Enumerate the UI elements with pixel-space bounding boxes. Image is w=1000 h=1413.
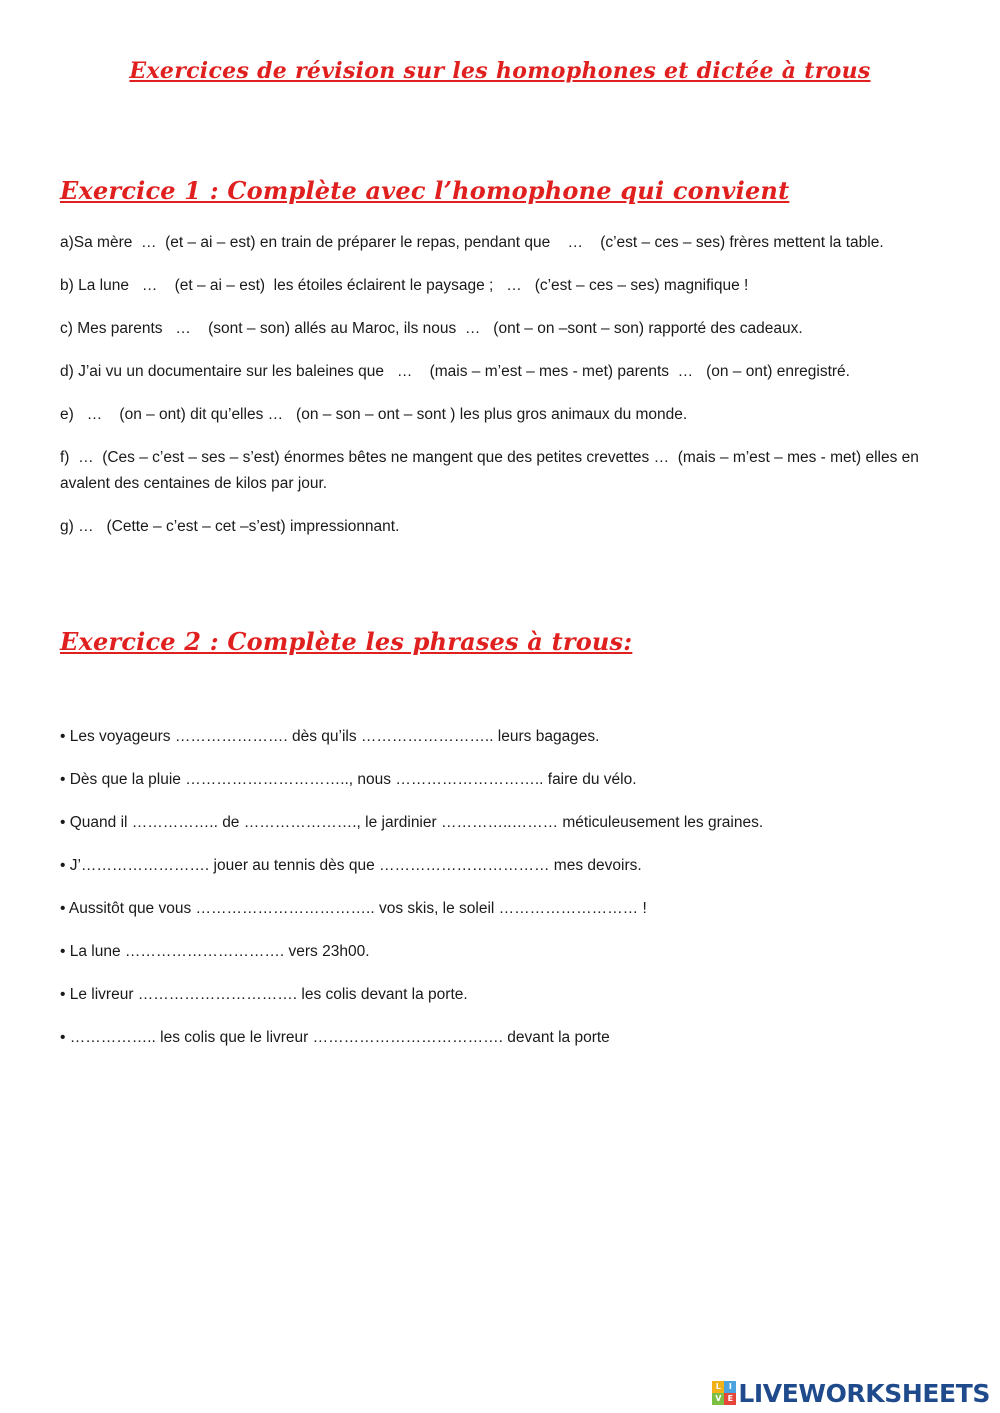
logo-letter-i: I	[724, 1381, 736, 1393]
exercise-1-item-b: b) La lune … (et – ai – est) les étoiles éclairent le paysage ; … (c’est – ces – ses) magnifique !	[60, 277, 749, 294]
liveworksheets-logo	[712, 1377, 990, 1409]
exercise-2-item-5: • Aussitôt que vous …………………………….. vos skis, le soleil ……………………… !	[60, 900, 647, 917]
logo-text: LIVEWORKSHEETS	[738, 1378, 990, 1408]
exercise-1-item-c: c) Mes parents … (sont – son) allés au Maroc, ils nous … (ont – on –sont – son) rapporté des cadeaux.	[60, 320, 803, 337]
exercise-2-item-3: • Quand il …………….. de …………………., le jardinier …………..……… méticuleusement les graines.	[60, 814, 764, 831]
logo-letter-e: E	[724, 1393, 736, 1405]
logo-letter-l: L	[712, 1381, 724, 1393]
liveworksheets-logo-icon	[712, 1381, 736, 1405]
exercise-2-list	[60, 724, 940, 1068]
exercise-1-heading: Exercice 1 : Complète avec l’homophone qui convient	[60, 176, 790, 205]
exercise-1-item-f: f) … (Ces – c’est – ses – s’est) énormes bêtes ne mangent que des petites crevettes … (mais – m’est – mes - met) elles en avalent des centaines de kilos par jour.	[60, 449, 924, 492]
exercise-2-item-6: • La lune …………………………. vers 23h00.	[60, 943, 370, 960]
exercise-1-list	[60, 230, 924, 557]
logo-letter-v: V	[712, 1393, 724, 1405]
exercise-2-item-7: • Le livreur …………………………. les colis devant la porte.	[60, 986, 468, 1003]
exercise-1-item-g: g) … (Cette – c’est – cet –s’est) impressionnant.	[60, 518, 400, 535]
exercise-1-item-a: a)Sa mère … (et – ai – est) en train de préparer le repas, pendant que … (c’est – ces – ses) frères mettent la table.	[60, 234, 884, 251]
exercise-2-item-2: • Dès que la pluie ………………………….., nous ……………………….. faire du vélo.	[60, 771, 637, 788]
exercise-2-item-8: • …………….. les colis que le livreur ………………………………. devant la porte	[60, 1029, 610, 1046]
page-title: Exercices de révision sur les homophones et dictée à trous	[129, 58, 871, 84]
exercise-2-item-1: • Les voyageurs …………………. dès qu’ils …………………….. leurs bagages.	[60, 728, 600, 745]
exercise-2-heading: Exercice 2 : Complète les phrases à trous:	[60, 627, 633, 656]
exercise-2-item-4: • J’……………………. jouer au tennis dès que …………………………… mes devoirs.	[60, 857, 642, 874]
exercise-1-item-e: e) … (on – ont) dit qu’elles … (on – son – ont – sont ) les plus gros animaux du monde.	[60, 406, 688, 423]
exercise-1-item-d: d) J’ai vu un documentaire sur les baleines que … (mais – m’est – mes - met) parents … (on – ont) enregistré.	[60, 363, 850, 380]
